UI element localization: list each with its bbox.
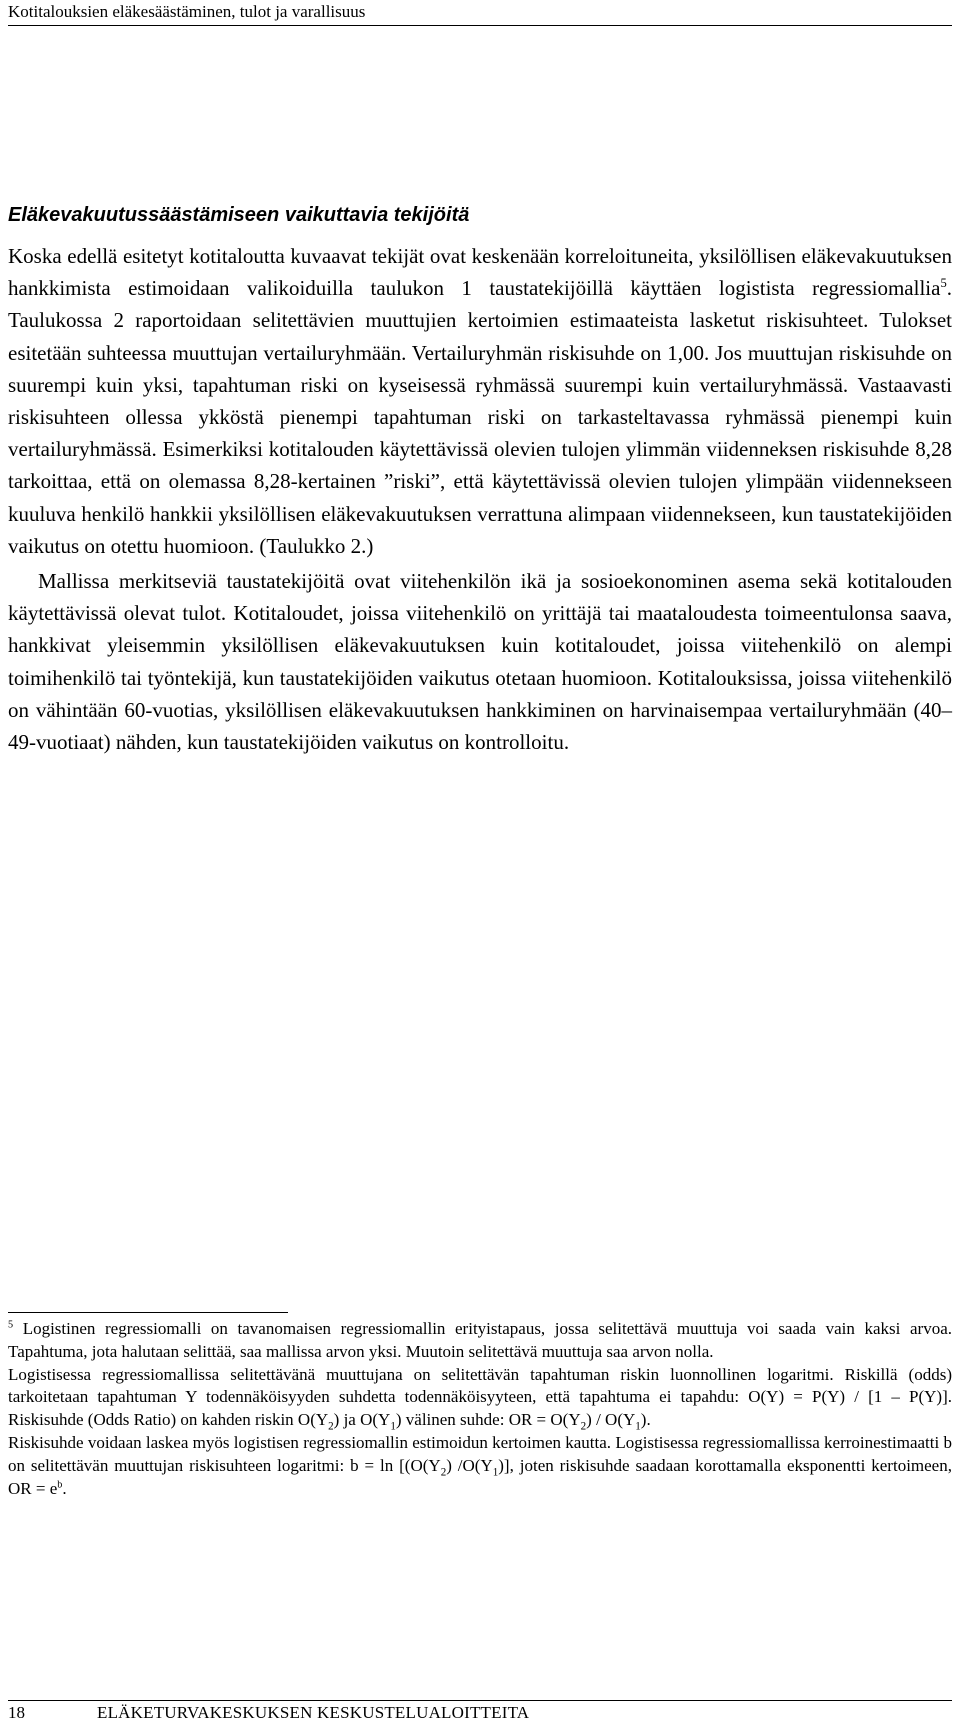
subscript: 2 bbox=[440, 1466, 447, 1479]
superscript: b bbox=[57, 1478, 63, 1490]
footnote-1-text: Logistinen regressiomalli on tavanomaisen regressiomallin erityistapaus, jossa selitettävä muuttuja voi saada vain kaksi arvoa. Tapahtuma, jota halutaan selittää, saa mallissa arvon yksi. Muutoin selitettävä muuttuja saa arvon nolla. bbox=[8, 1319, 952, 1361]
subscript: 1 bbox=[390, 1420, 396, 1433]
footnote-3-text-a: Riskisuhde voidaan laskea myös logistisen regressiomallin estimoidun kertoimen kautta. Logistisessa regressiomallissa kerroinestimaatti b on selitettävän muuttujan riskisuhteen logaritmi: b = ln [(O(Y bbox=[8, 1432, 952, 1475]
footnote-rule bbox=[8, 1312, 288, 1313]
footnote-3-text-c: )], joten riskisuhde saadaan korottamalla eksponentti kertoimeen, OR = e bbox=[8, 1455, 952, 1498]
footnote-2-text-b: ) ja O(Y bbox=[333, 1410, 391, 1430]
footnote-3-text-d: . bbox=[62, 1478, 67, 1498]
footnote-reference: 5 bbox=[940, 276, 947, 291]
header-rule bbox=[8, 25, 952, 26]
page-number: 18 bbox=[8, 1703, 25, 1722]
subscript: 2 bbox=[328, 1420, 334, 1433]
footnote-2-text-d: ) / O(Y bbox=[586, 1410, 636, 1430]
paragraph-1-text-a: Koska edellä esitetyt kotitaloutta kuvaavat tekijät ovat keskenään korreloituneita, yksilöllisen eläkevakuutuksen hankkimista estimoidaan valikoiduilla taulukon 1 taustatekijöillä käyttäen logistista regressiomallia bbox=[8, 244, 952, 301]
footnote-2-text-e: ). bbox=[640, 1410, 651, 1430]
footnote-2 bbox=[8, 1364, 952, 1432]
paragraph-1-text-b: . Taulukossa 2 raportoidaan selitettävien muuttujien kertoimien estimaateista lasketut riskisuhteet. Tulokset esitetään suhteessa muuttujan vertailuryhmään. Vertailuryhmän riskisuhde on 1,00. Jos muuttujan riskisuhde on suurempi kuin yksi, tapahtuman riski on kyseisessä ryhmässä suurempi kuin vertailuryhmässä. Vastaavasti riskisuhteen ollessa ykköstä pienempi tapahtuman riski on tarkasteltavassa ryhmässä pienempi kuin vertailuryhmässä. Esimerkiksi kotitalouden käytettävissä olevien tulojen ylimmän viidenneksen riskisuhde 8,28 tarkoittaa, että on olemassa 8,28-kertainen ”riski”, että käytettävissä olevien tulojen ylimpään viidennekseen kuuluva henkilö hankkii yksilöllisen eläkevakuutuksen verrattuna alimpaan viidennekseen, kun taustatekijöiden vaikutus on otettu huomioon. (Taulukko 2.) bbox=[8, 276, 952, 558]
body-text bbox=[8, 240, 952, 758]
footnote-3-text-b: ) /O(Y bbox=[446, 1455, 493, 1475]
footnote-1 bbox=[8, 1318, 952, 1364]
page-footer bbox=[8, 1703, 529, 1723]
paragraph-1 bbox=[8, 240, 952, 562]
publication-series: ELÄKETURVAKESKUKSEN KESKUSTELUALOITTEITA bbox=[97, 1703, 530, 1722]
subscript: 1 bbox=[492, 1466, 499, 1479]
subscript: 1 bbox=[635, 1420, 641, 1433]
footnote-2-text-a: Logistisessa regressiomallissa selitettävänä muuttujana on selitettävän tapahtuman riskin luonnollinen logaritmi. Riskillä (odds) tarkoitetaan tapahtuman Y todennäköisyyden suhdetta todennäköisyyteen, että tapahtuma ei tapahdu: O(Y) = P(Y) / [1 – P(Y)]. Riskisuhde (Odds Ratio) on kahden riskin O(Y bbox=[8, 1364, 952, 1430]
footnote-marker: 5 bbox=[8, 1319, 14, 1331]
running-header: Kotitalouksien eläkesäästäminen, tulot ja varallisuus bbox=[8, 2, 366, 21]
section-title: Eläkevakuutussäästämiseen vaikuttavia tekijöitä bbox=[8, 204, 470, 226]
subscript: 2 bbox=[580, 1420, 587, 1433]
footnote-3 bbox=[8, 1432, 952, 1500]
footer-rule bbox=[8, 1700, 952, 1701]
footnotes bbox=[8, 1318, 952, 1500]
paragraph-2: Mallissa merkitseviä taustatekijöitä ovat viitehenkilön ikä ja sosioekonominen asema sekä kotitalouden käytettävissä olevat tulot. Kotitaloudet, joissa viitehenkilö on yrittäjä tai maataloudesta toimeentulonsa saava, hankkivat yleisemmin yksilöllisen eläkevakuutuksen kuin kotitaloudet, joissa viitehenkilö on alempi toimihenkilö tai työntekijä, kun taustatekijöiden vaikutus otetaan huomioon. Kotitalouksissa, joissa viitehenkilö on vähintään 60-vuotias, yksilöllisen eläkevakuutuksen hankkiminen on harvinaisempaa vertailuryhmään (40–49-vuotiaat) nähden, kun taustatekijöiden vaikutus on kontrolloitu. bbox=[8, 569, 952, 755]
footnote-2-text-c: ) välinen suhde: OR = O(Y bbox=[395, 1410, 581, 1430]
